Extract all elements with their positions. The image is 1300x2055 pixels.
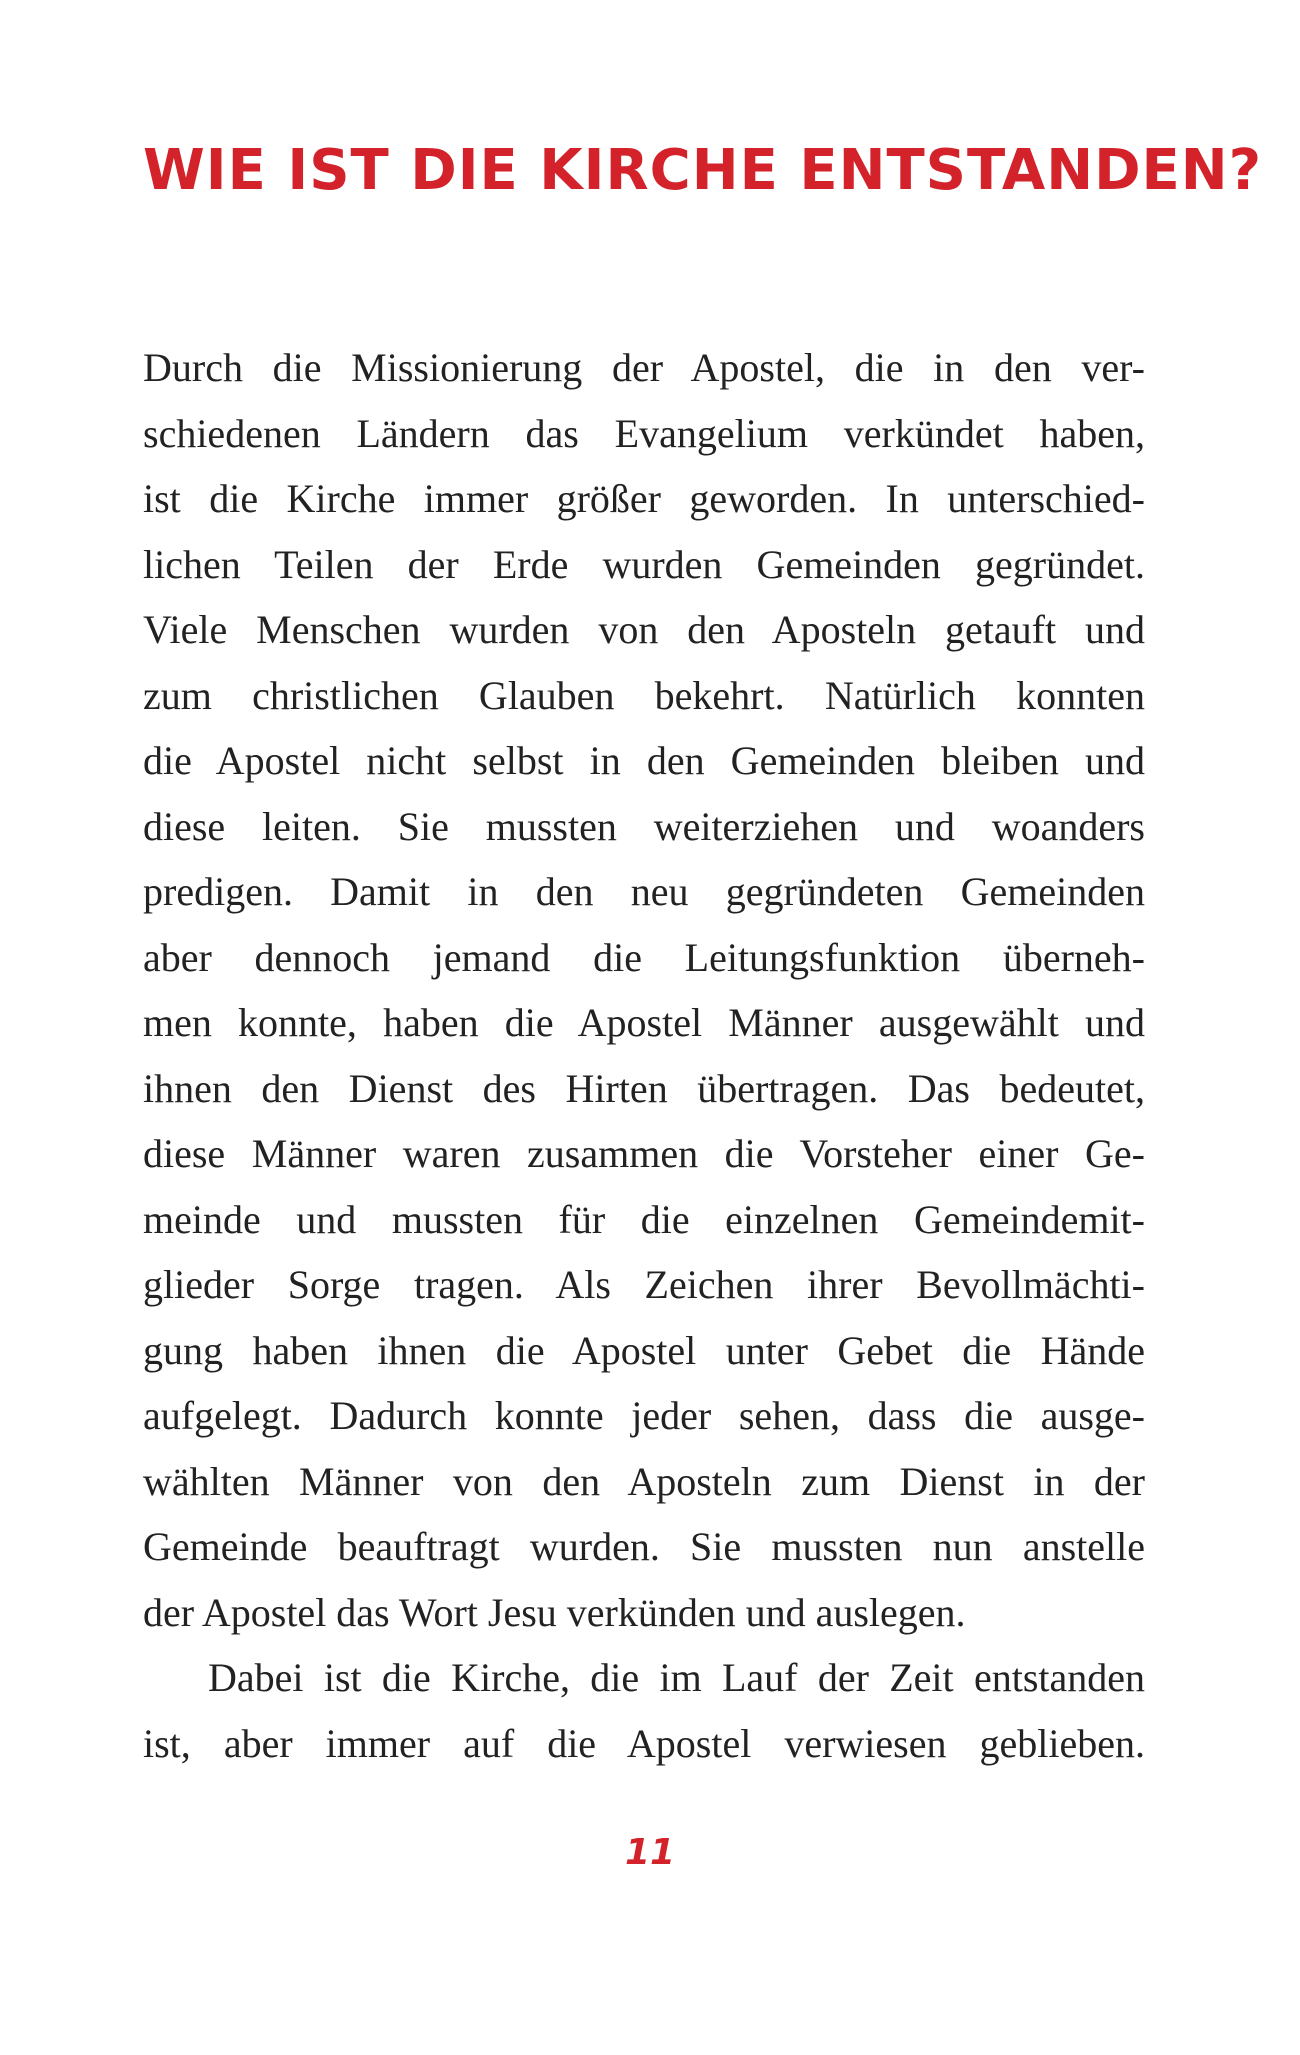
body-text <box>143 335 1145 1776</box>
chapter-title: WIE IST DIE KIRCHE ENTSTANDEN? <box>143 138 1263 203</box>
text-line: lichen Teilen der Erde wurden Gemeinden gegründet. <box>143 541 1145 587</box>
text-line: predigen. Damit in den neu gegründeten Gemeinden <box>143 869 1145 914</box>
text-line: Viele Menschen wurden von den Aposteln getauft und <box>143 607 1145 652</box>
text-line: Gemeinde beauftragt wurden. Sie mussten nun anstelle <box>143 1524 1145 1569</box>
text-line: men konnte, haben die Apostel Männer ausgewählt und <box>143 1000 1145 1045</box>
text-line: ist die Kirche immer größer geworden. In unterschied- <box>143 476 1145 521</box>
text-line: diese leiten. Sie mussten weiterziehen und woanders <box>143 803 1145 849</box>
text-line: aufgelegt. Dadurch konnte jeder sehen, dass die ausge- <box>143 1393 1145 1438</box>
text-line: ist, aber immer auf die Apostel verwiesen geblieben. <box>143 1720 1145 1766</box>
text-line: gung haben ihnen die Apostel unter Gebet die Hände <box>143 1327 1145 1373</box>
page-number: 11 <box>624 1832 676 1873</box>
text-line: die Apostel nicht selbst in den Gemeinden bleiben und <box>143 738 1145 783</box>
text-line: aber dennoch jemand die Leitungsfunktion überneh- <box>143 934 1145 980</box>
text-line: ihnen den Dienst des Hirten übertragen. Das bedeutet, <box>143 1065 1145 1111</box>
text-line: der Apostel das Wort Jesu verkünden und auslegen. <box>143 1589 966 1635</box>
text-line: wählten Männer von den Aposteln zum Dienst in der <box>143 1458 1145 1504</box>
text-line: diese Männer waren zusammen die Vorsteher einer Ge- <box>143 1131 1145 1176</box>
paragraph-2 <box>143 1645 1145 1776</box>
paragraph-1 <box>143 335 1145 1645</box>
text-line: Durch die Missionierung der Apostel, die in den ver- <box>143 345 1145 390</box>
text-line: Dabei ist die Kirche, die im Lauf der Zeit entstanden <box>208 1655 1145 1700</box>
text-line: zum christlichen Glauben bekehrt. Natürlich konnten <box>143 672 1145 718</box>
text-line: meinde und mussten für die einzelnen Gemeindemit- <box>143 1196 1145 1242</box>
text-line: schiedenen Ländern das Evangelium verkündet haben, <box>143 410 1145 456</box>
text-line: glieder Sorge tragen. Als Zeichen ihrer Bevollmächti- <box>143 1262 1145 1307</box>
